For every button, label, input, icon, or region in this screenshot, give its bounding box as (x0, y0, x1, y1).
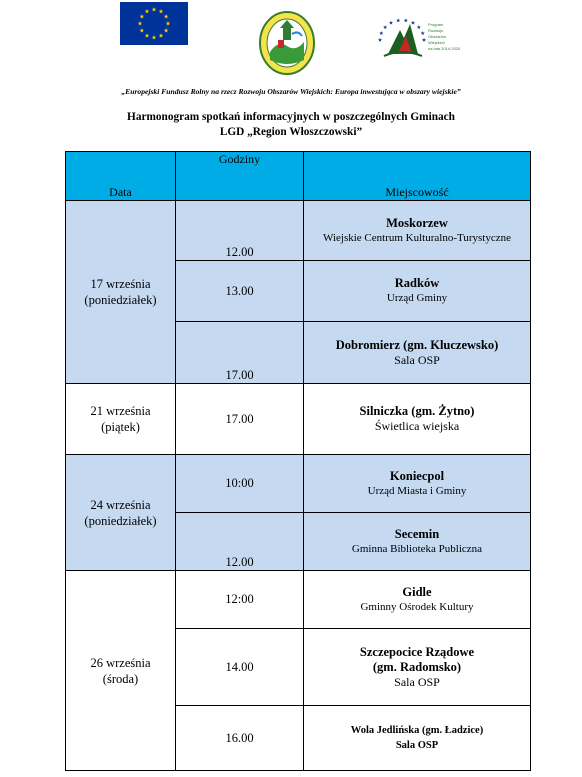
prow-star-icon (383, 25, 387, 29)
place-cell: Gidle Gminny Ośrodek Kultury (304, 571, 531, 629)
lgd-logo-icon (258, 10, 316, 76)
place-cell: Wola Jedlińska (gm. Ładzice) Sala OSP (304, 706, 531, 771)
header-place: Miejscowość (304, 152, 531, 201)
eu-flag-icon (120, 2, 188, 45)
prow-star-icon (411, 21, 415, 25)
header-date: Data (66, 152, 176, 201)
date-cell: 21 września (piątek) (66, 384, 176, 455)
svg-text:Rozwoju: Rozwoju (428, 28, 444, 33)
date-cell: 26 września (środa) (66, 571, 176, 771)
prow-star-icon (422, 38, 426, 42)
logo-bar (0, 0, 582, 80)
hour-cell: 16.00 (176, 706, 304, 771)
prow-star-icon (404, 18, 408, 22)
hour-cell: 10:00 (176, 455, 304, 513)
svg-text:Wiejskich: Wiejskich (428, 40, 445, 45)
prow-star-icon (389, 21, 393, 25)
prow-star-icon (378, 38, 382, 42)
page-title (0, 110, 582, 140)
place-cell: Secemin Gminna Biblioteka Publiczna (304, 513, 531, 571)
prow-star-icon (379, 31, 383, 35)
table-row (66, 571, 531, 629)
place-cell: Szczepocice Rządowe (gm. Radomsko) Sala OSP (304, 629, 531, 706)
place-cell: Koniecpol Urząd Miasta i Gminy (304, 455, 531, 513)
table-row (66, 384, 531, 455)
table-row (66, 455, 531, 513)
title-line-1: Harmonogram spotkań informacyjnych w poszczególnych Gminach (127, 111, 455, 123)
title-line-2: LGD „Region Włoszczowski” (219, 126, 363, 138)
place-cell: Radków Urząd Gminy (304, 261, 531, 322)
hour-cell: 12.00 (176, 201, 304, 261)
table-header-row (66, 152, 531, 201)
hour-cell: 17.00 (176, 322, 304, 384)
hour-cell: 12.00 (176, 513, 304, 571)
hour-cell: 13.00 (176, 261, 304, 322)
hour-cell: 14.00 (176, 629, 304, 706)
prow-logo-icon (374, 10, 462, 70)
place-cell: Moskorzew Wiejskie Centrum Kulturalno-Turystyczne (304, 201, 531, 261)
date-cell: 24 września (poniedziałek) (66, 455, 176, 571)
prow-star-icon (396, 18, 400, 22)
header-hours: Godziny (176, 152, 304, 201)
tagline: „Europejski Fundusz Rolny na rzecz Rozwoju Obszarów Wiejskich: Europa inwestująca w obszary wiejskie” (121, 87, 461, 96)
prow-star-icon (421, 31, 425, 35)
svg-text:Program: Program (428, 22, 444, 27)
svg-text:na lata 2014-2020: na lata 2014-2020 (428, 46, 461, 51)
schedule-table (65, 151, 531, 771)
hour-cell: 17.00 (176, 384, 304, 455)
hour-cell: 12:00 (176, 571, 304, 629)
svg-text:Obszarów: Obszarów (428, 34, 447, 39)
place-cell: Silniczka (gm. Żytno) Świetlica wiejska (304, 384, 531, 455)
date-cell: 17 września (poniedziałek) (66, 201, 176, 384)
prow-star-icon (417, 25, 421, 29)
table-row (66, 201, 531, 261)
place-cell: Dobromierz (gm. Kluczewsko) Sala OSP (304, 322, 531, 384)
